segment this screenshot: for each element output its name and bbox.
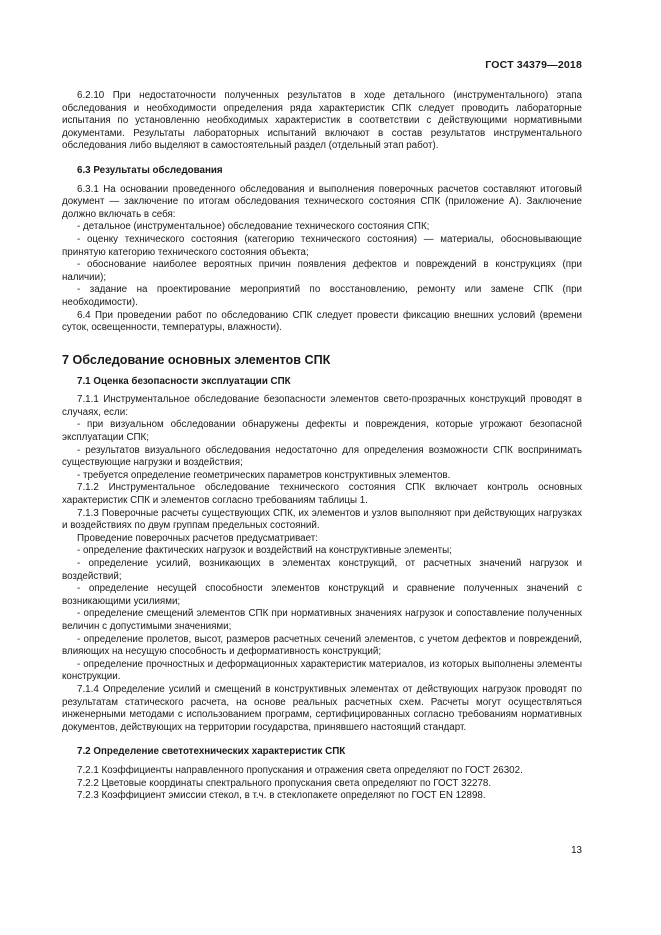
list-item: - при визуальном обследовании обнаружены дефекты и повреждения, которые угрожают безопасной эксплуатации СПК; [62, 419, 582, 444]
subsection-heading: 7.1 Оценка безопасности эксплуатации СПК [77, 375, 291, 387]
paragraph: Проведение поверочных расчетов предусматривает: [77, 532, 318, 544]
list-item: - обоснование наиболее вероятных причин появления дефектов и повреждений в конструкциях (при наличии); [62, 259, 582, 283]
list-item: - требуется определение геометрических параметров конструктивных элементов. [77, 469, 451, 481]
paragraph: 7.2.2 Цветовые координаты спектрального пропускания света определяют по ГОСТ 32278. [77, 777, 492, 789]
section-heading: 7 Обследование основных элементов СПК [62, 352, 331, 367]
document-body [62, 90, 582, 803]
paragraph: 7.1.4 Определение усилий и смещений в конструктивных элементах от действующих нагрузок проводят по результатам статического расчета, на основе реальных расчетных схем. Расчеты могут осуществляться инженерными методами с использованием программ, сертифицированных согласно требованиям нормативных документов, действующих на территории государства, принявшего настоящий стандарт. [62, 683, 582, 733]
list-item: - определение фактических нагрузок и воздействий на конструктивные элементы; [77, 545, 452, 557]
document-code-header: ГОСТ 34379—2018 [485, 59, 582, 71]
list-item: - детальное (инструментальное) обследование технического состояния СПК; [77, 221, 430, 233]
paragraph: 7.1.3 Поверочные расчеты существующих СПК, их элементов и узлов выполняют при действующих нагрузках и воздействиях по двум группам предельных состояний. [62, 507, 582, 532]
list-item: - определение усилий, возникающих в элементах конструкций, от расчетных значений нагрузок и воздействий; [62, 558, 582, 582]
list-item: - определение несущей способности элементов конструкций и сравнение полученных значений с возникающими усилиями; [62, 583, 582, 607]
paragraph: 7.1.2 Инструментальное обследование технического состояния СПК включает контроль основных характеристик СПК и элементов согласно требованиям таблицы 1. [62, 482, 582, 507]
subsection-heading: 7.2 Определение светотехнических характеристик СПК [77, 746, 346, 758]
paragraph: 7.2.1 Коэффициенты направленного пропускания и отражения света определяют по ГОСТ 26302. [77, 764, 523, 776]
subsection-heading: 6.3 Результаты обследования [77, 164, 223, 176]
paragraph: 7.1.1 Инструментальное обследование безопасности элементов свето-прозрачных конструкций проводят в случаях, если: [62, 394, 582, 418]
paragraph: 7.2.3 Коэффициент эмиссии стекол, в т.ч. в стеклопакете определяют по ГОСТ EN 12898. [77, 790, 486, 802]
paragraph: 6.3.1 На основании проведенного обследования и выполнения поверочных расчетов составляют итоговый документ — заключение по итогам обследования технического состояния СПК (приложение А). Заключение должно включать в себя: [62, 183, 582, 220]
list-item: - результатов визуального обследования недостаточно для определения возможности СПК воспринимать существующие нагрузки и воздействия; [62, 444, 582, 469]
paragraph: 6.4 При проведении работ по обследованию СПК следует провести фиксацию внешних условий (времени суток, освещенности, температуры, влажности). [62, 309, 582, 334]
list-item: - определение прочностных и деформационных характеристик материалов, из которых выполнены элементы конструкции. [62, 658, 582, 683]
paragraph: 6.2.10 При недостаточности полученных результатов в ходе детального (инструментального) этапа обследования и необходимости определения ряда характеристик СПК следует проводить лабораторные испытания по установленню необходимых характеристик в соответствии с действующими нормативными документами. Результаты лабораторных испытаний включают в состав результатов инструментального обследования либо выделяют в самостоятельный раздел (отдельный этап работ). [62, 90, 582, 152]
page-number: 13 [571, 845, 582, 856]
list-item: - определение пролетов, высот, размеров расчетных сечений элементов, с учетом дефектов и повреждений, влияющих на несущую способность и деформативность конструкций; [62, 633, 582, 658]
list-item: - определение смещений элементов СПК при нормативных значениях нагрузок и сопоставление полученных величин с допустимыми значениями; [62, 608, 582, 632]
list-item: - оценку технического состояния (категорию технического состояния) — материалы, обосновывающие принятую категорию технического состояния объекта; [62, 233, 582, 258]
list-item: - задание на проектирование мероприятий по восстановлению, ремонту или замене СПК (при необходимости). [62, 284, 582, 308]
